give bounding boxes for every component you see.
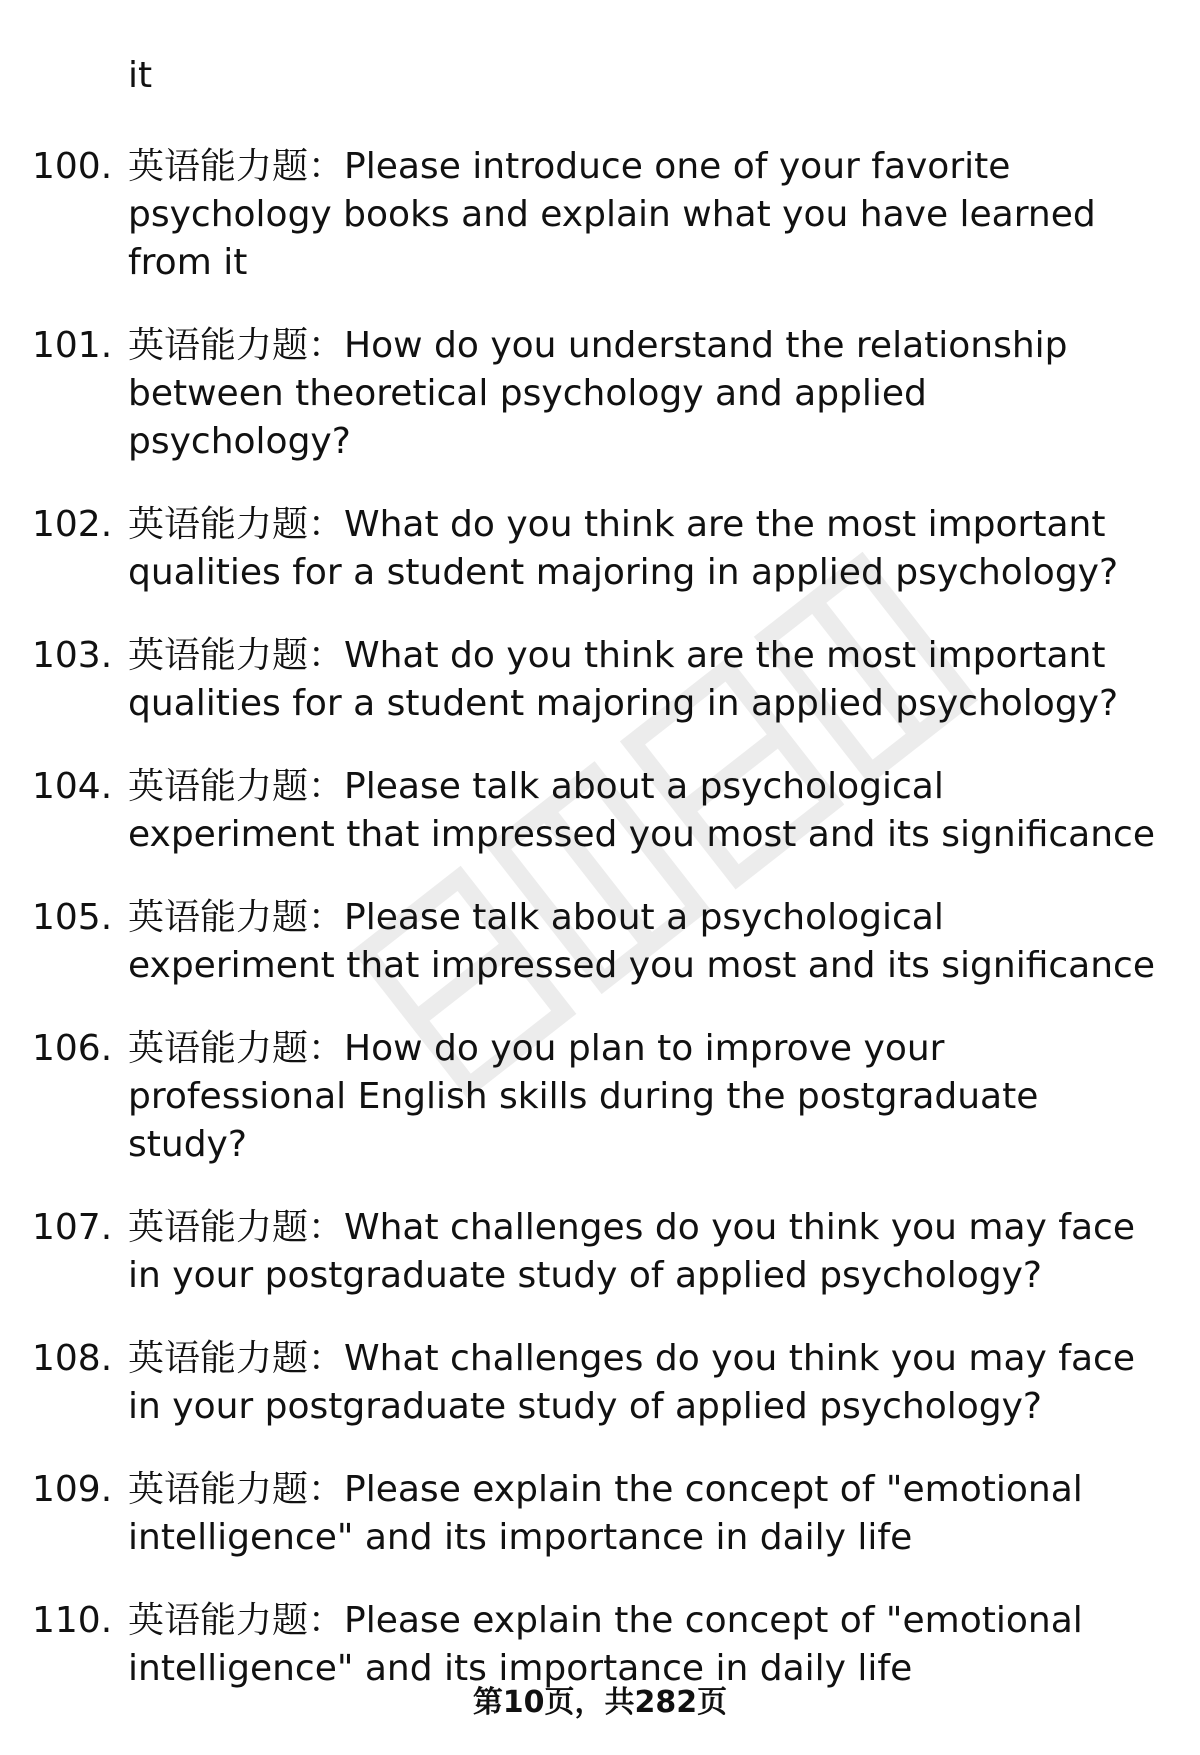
question-number: 102.: [32, 504, 113, 545]
question-text: Please talk about a psychological experiment that impressed you most and its significance: [128, 766, 1156, 855]
question-item: [0, 143, 1200, 287]
question-item: [0, 1025, 1200, 1169]
question-category: 英语能力题：: [128, 1028, 345, 1069]
question-category: 英语能力题：: [128, 1469, 345, 1510]
question-number: 103.: [32, 635, 113, 676]
question-item: [0, 1335, 1200, 1431]
question-category: 英语能力题：: [128, 504, 345, 545]
question-item: [0, 1466, 1200, 1562]
question-text: What do you think are the most important qualities for a student majoring in applied psychology?: [128, 635, 1119, 724]
question-category: 英语能力题：: [128, 325, 345, 366]
question-text: What do you think are the most important qualities for a student majoring in applied psychology?: [128, 504, 1119, 593]
question-number: 104.: [32, 766, 113, 807]
question-category: 英语能力题：: [128, 635, 345, 676]
question-text: Please explain the concept of "emotional intelligence" and its importance in daily life: [128, 1469, 1083, 1558]
question-number: 101.: [32, 325, 113, 366]
question-item: [0, 763, 1200, 859]
question-number: 109.: [32, 1469, 113, 1510]
page-number-footer: 第10页，共282页: [472, 1685, 728, 1720]
question-item: [0, 894, 1200, 990]
question-category: 英语能力题：: [128, 766, 345, 807]
question-text: How do you understand the relationship between theoretical psychology and applied psychology?: [128, 325, 1068, 462]
question-category: 英语能力题：: [128, 1207, 345, 1248]
question-text: Please explain the concept of "emotional intelligence" and its importance in daily life: [128, 1600, 1083, 1689]
question-item: [0, 1597, 1200, 1693]
question-list: [0, 143, 1200, 1728]
question-text: Please talk about a psychological experiment that impressed you most and its significance: [128, 897, 1156, 986]
question-number: 108.: [32, 1338, 113, 1379]
question-category: 英语能力题：: [128, 1338, 345, 1379]
question-item: [0, 322, 1200, 466]
question-text: What challenges do you think you may face in your postgraduate study of applied psychology?: [128, 1338, 1135, 1427]
question-text: What challenges do you think you may face in your postgraduate study of applied psychology?: [128, 1207, 1135, 1296]
question-number: 105.: [32, 897, 113, 938]
question-category: 英语能力题：: [128, 897, 345, 938]
question-item: [0, 632, 1200, 728]
question-item: [0, 501, 1200, 597]
question-text: How do you plan to improve your professional English skills during the postgraduate study?: [128, 1028, 1039, 1165]
question-category: 英语能力题：: [128, 146, 345, 187]
question-number: 100.: [32, 146, 113, 187]
question-text: Please introduce one of your favorite psychology books and explain what you have learned from it: [128, 146, 1096, 283]
question-item: [0, 1204, 1200, 1300]
question-number: 110.: [32, 1600, 113, 1641]
question-number: 107.: [32, 1207, 113, 1248]
continued-text: it: [128, 55, 153, 96]
question-number: 106.: [32, 1028, 113, 1069]
question-category: 英语能力题：: [128, 1600, 345, 1641]
